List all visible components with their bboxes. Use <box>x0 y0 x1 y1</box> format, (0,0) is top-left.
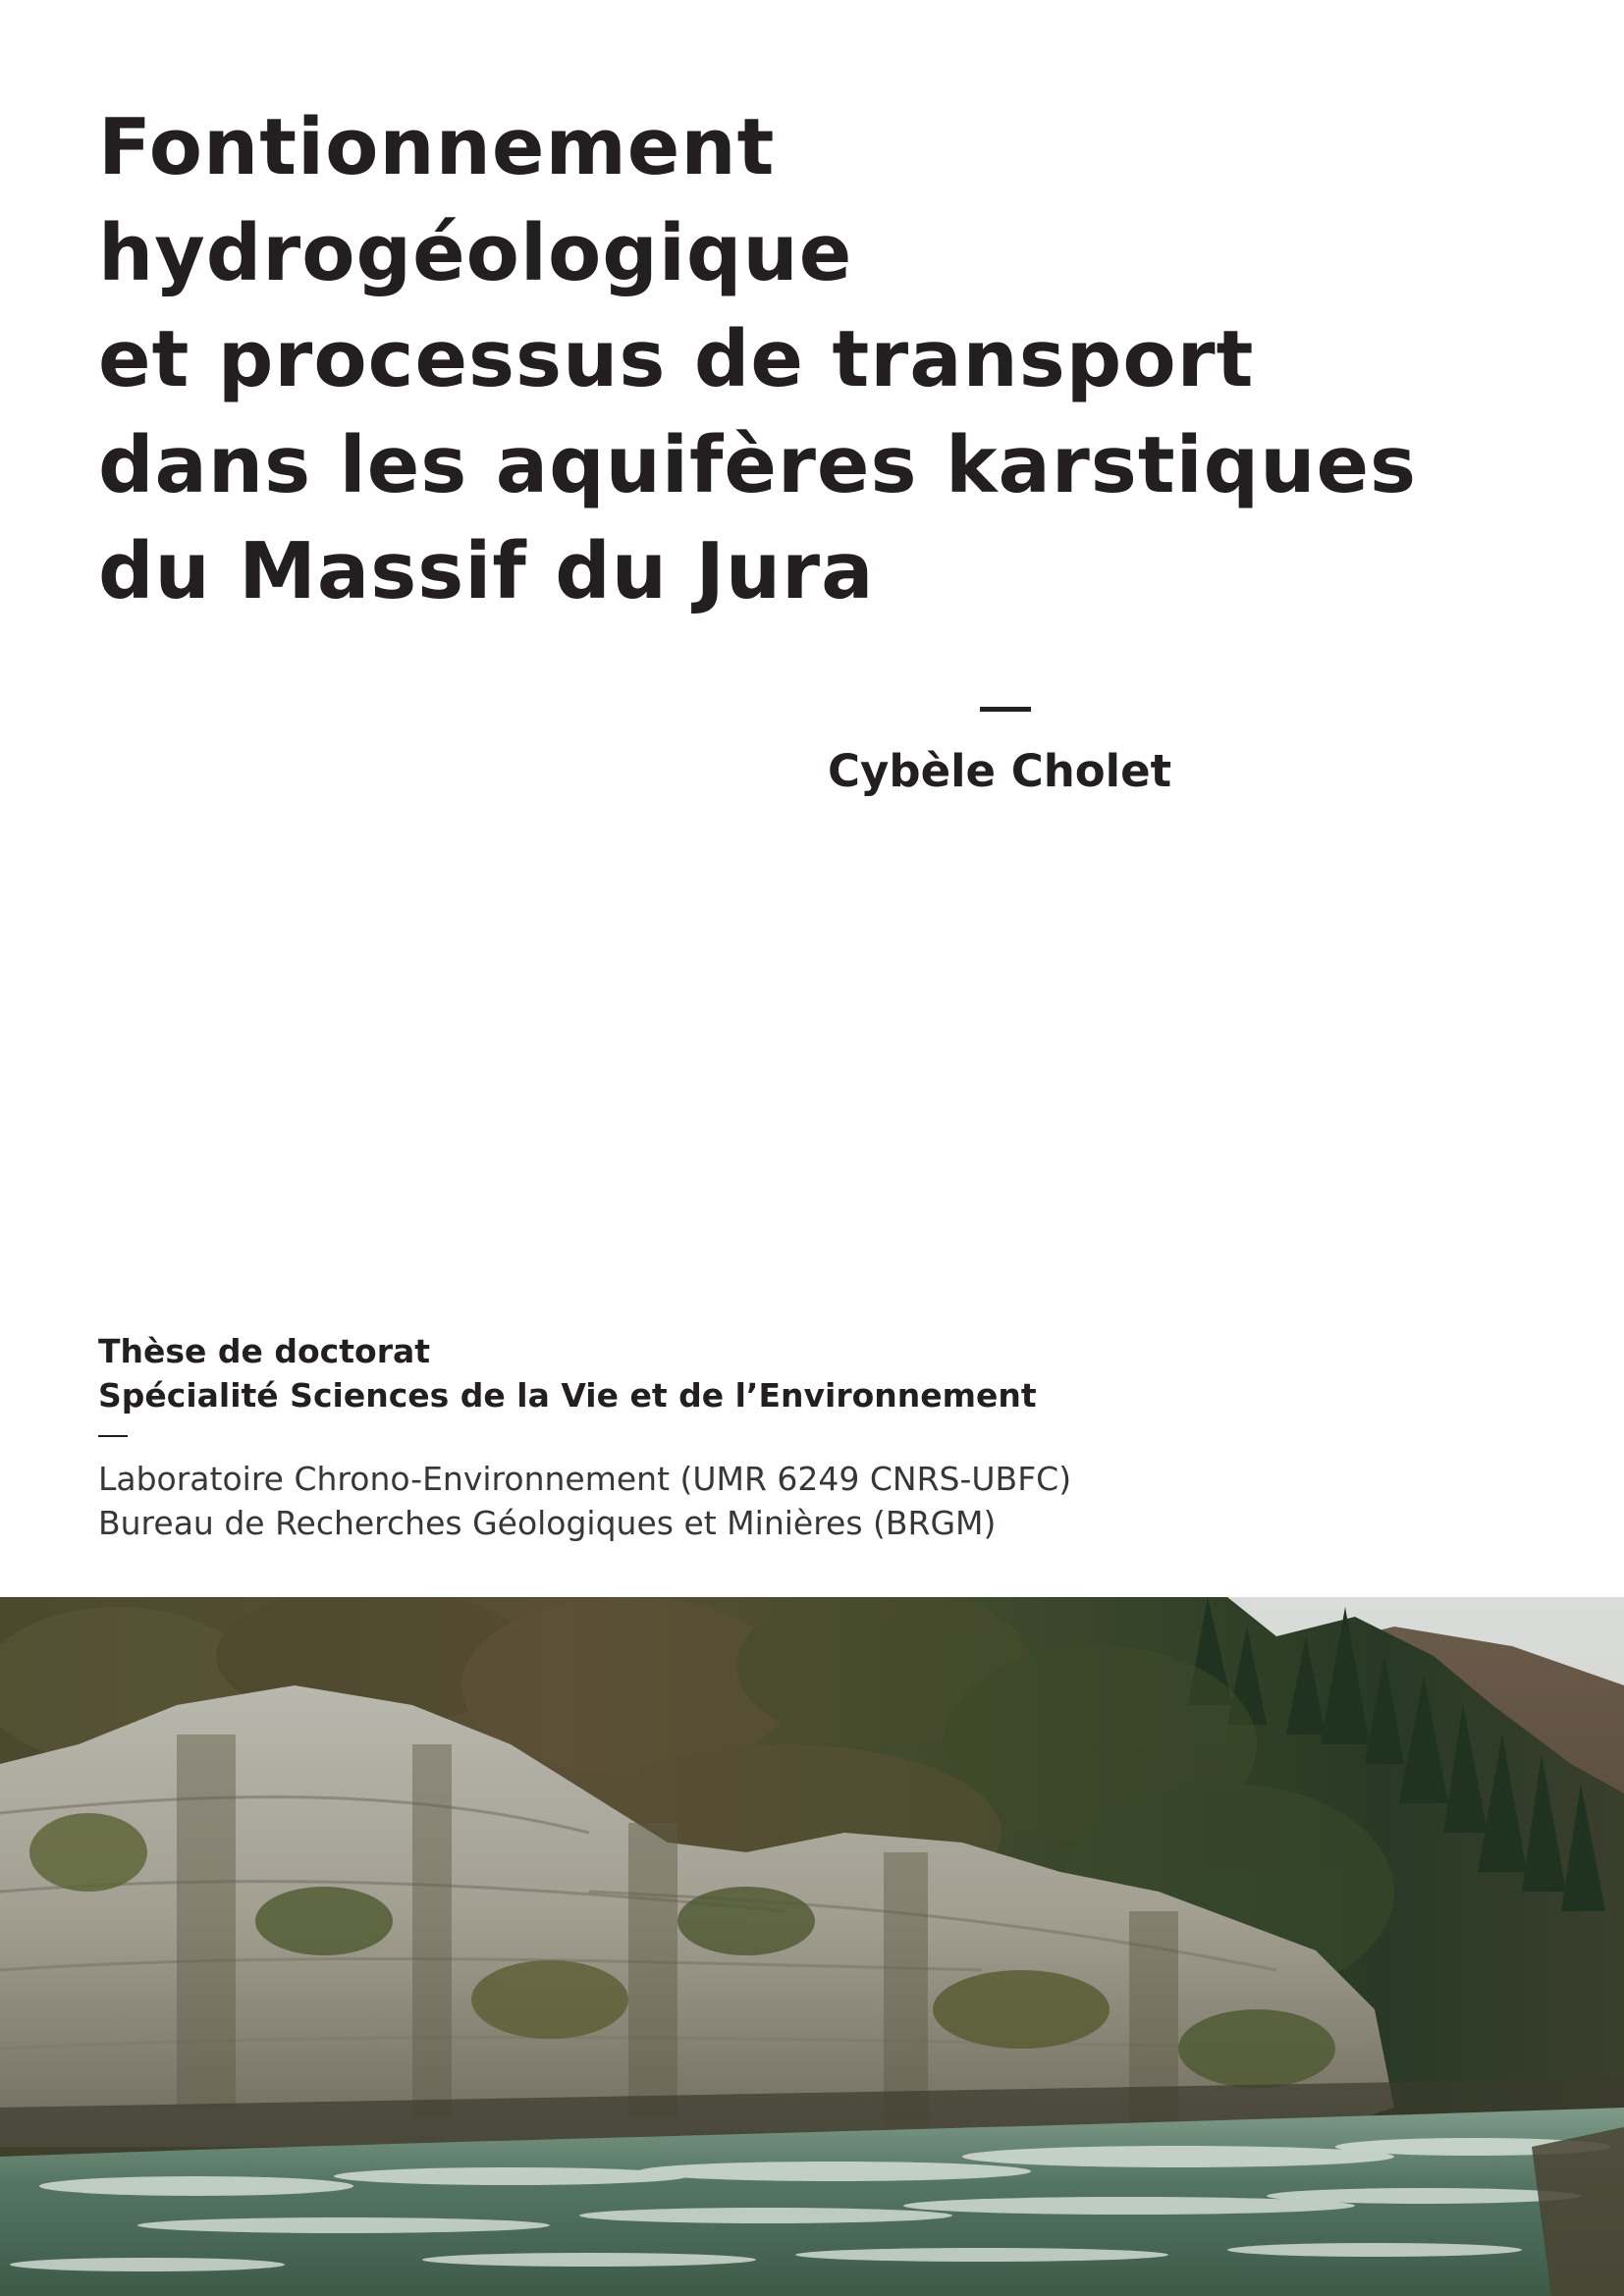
title-line-3: et processus de transport <box>98 314 1255 404</box>
title-line-5: du Massif du Jura <box>98 526 875 616</box>
cover-photo-river-cliff <box>0 1597 1624 2296</box>
author-divider <box>980 707 1031 712</box>
author-name: Cybèle Cholet <box>828 745 1172 797</box>
thesis-info <box>98 1329 1375 1545</box>
thesis-title <box>98 94 1473 624</box>
info-divider <box>98 1435 128 1437</box>
title-line-2: hydrogéologique <box>98 208 853 298</box>
lab-brgm: Bureau de Recherches Géologiques et Minières (BRGM) <box>98 1504 997 1542</box>
thesis-specialty: Spécialité Sciences de la Vie et de l’Environnement <box>98 1376 1037 1415</box>
title-line-4: dans les aquifères karstiques <box>98 420 1418 510</box>
thesis-type: Thèse de doctorat <box>98 1332 431 1370</box>
title-line-1: Fontionnement <box>98 102 776 192</box>
lab-chrono-environnement: Laboratoire Chrono-Environnement (UMR 6249 CNRS-UBFC) <box>98 1460 1072 1498</box>
